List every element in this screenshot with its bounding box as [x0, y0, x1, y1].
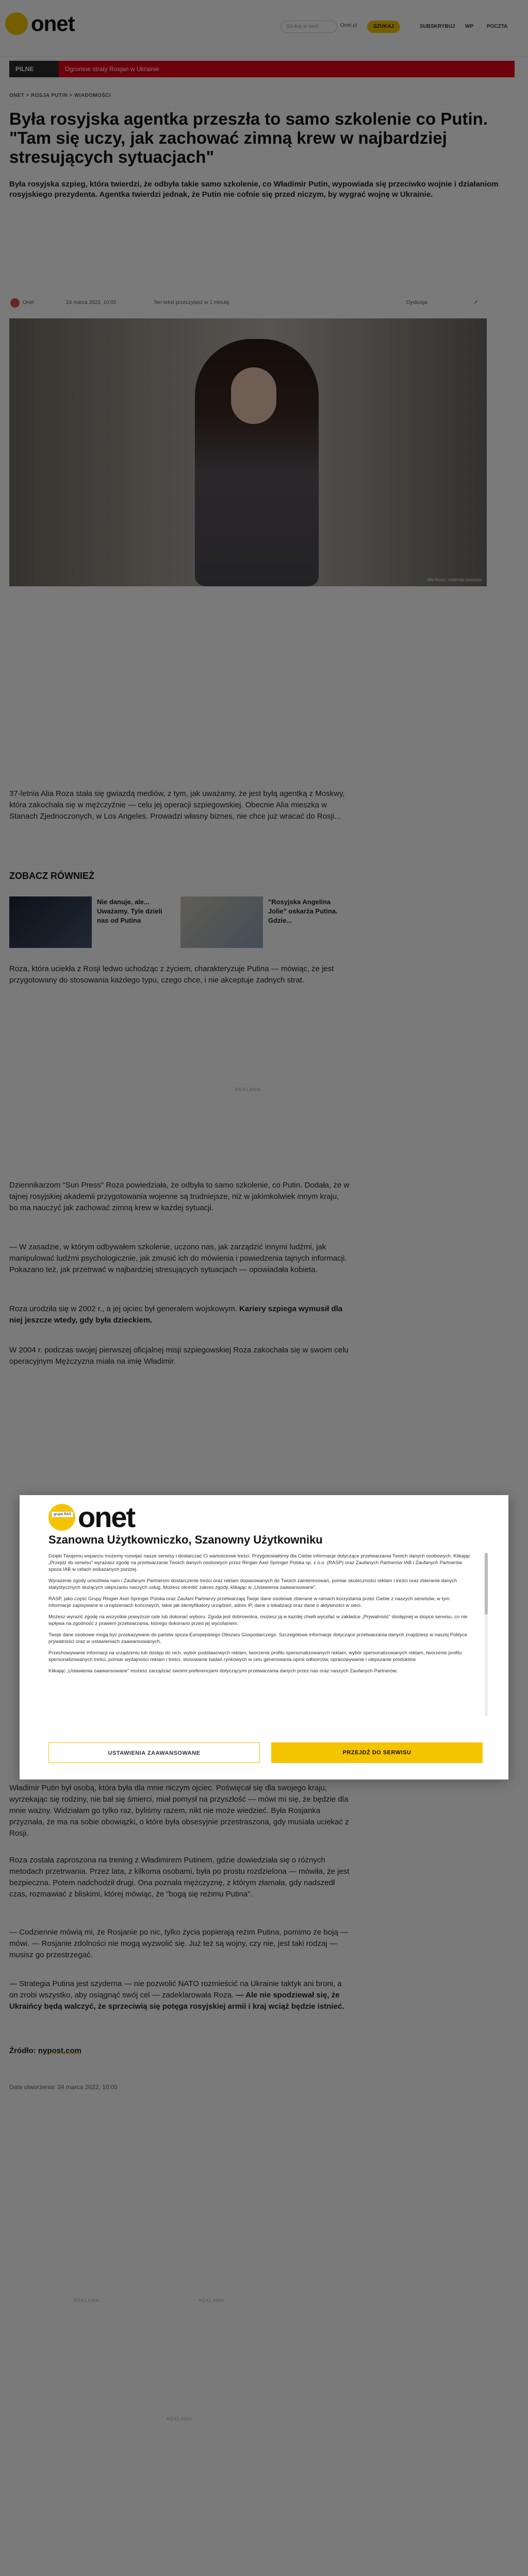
- consent-paragraph: Wyrażenie zgody umożliwia nam i Zaufanym Partnerom dostarczenie treści oraz reklam dopasowanych do Twoich zainteresowań, pomiar skuteczności reklam i treści oraz zbieranie danych statystycznych służących ulepszaniu naszych usług. Możesz określić zakres zgody, klikając w „Ustawienia zaawansowane”.: [48, 1578, 457, 1590]
- consent-scrollbar[interactable]: [485, 1553, 488, 1717]
- consent-title: Szanowna Użytkowniczko, Szanowny Użytkowniku: [48, 1533, 323, 1546]
- consent-dialog: [20, 1495, 508, 1780]
- consent-logo-wordmark: onet: [78, 1501, 135, 1533]
- consent-scroll-thumb[interactable]: [485, 1553, 488, 1615]
- consent-paragraph: Możesz wyrazić zgodę na wszystkie powyższe cele lub dokonać wyboru. Zgoda jest dobrowolna, możesz ją w każdej chwili wycofać w zakładce „Prywatność” dostępnej w stopce serwisu, co nie wpływa na zgodność z prawem przetwarzania, którego dokonano przed jej wycofaniem.: [48, 1614, 468, 1626]
- consent-body[interactable]: [48, 1553, 482, 1717]
- consent-paragraph: Dzięki Twojemu wsparciu możemy rozwijać nasze serwisy i dostarczać Ci wartościowe treści. Przygotowaliśmy dla Ciebie informacje dotyczące przetwarzania Twoich danych osobowych. Klikając „Przejdź do serwisu” wyrażasz zgodę na przetwarzanie Twoich danych osobowych przez Ringier Axel Springer Polska sp. z o.o. (RASP) oraz Zaufanych Partnerów IAB i Zaufanych Partnerów spoza IAB w celach wskazanych poniżej.: [48, 1553, 471, 1572]
- accept-button[interactable]: PRZEJDŹ DO SERWISU: [271, 1742, 483, 1763]
- consent-badge: grupa RAS: [52, 1512, 73, 1517]
- consent-paragraph: Twoje dane osobowe mogą być przekazywane do państw spoza Europejskiego Obszaru Gospodarczego. Szczegółowe informacje dotyczące przetwarzania danych znajdziesz w naszej Polityce prywatności oraz w ustawieniach zaawansowanych.: [48, 1632, 468, 1645]
- advanced-settings-button[interactable]: USTAWIENIA ZAAWANSOWANE: [48, 1742, 260, 1763]
- consent-paragraph: Klikając „Ustawienia zaawansowane” możesz zarządzać swoimi preferencjami dotyczącymi przetwarzania danych przez nas oraz naszych Zaufanych Partnerów.: [48, 1668, 398, 1674]
- consent-paragraph: RASP, jako część Grupy Ringier Axel Springer Polska oraz Zaufani Partnerzy przetwarzają Twoje dane osobowe zbierane w ramach korzystania przez Ciebie z naszych serwisów, w tym informacje zapisywane w urządzeniach końcowych, takie jak identyfikatory urządzeń, adres IP, dane o lokalizacji oraz dane o aktywności w sieci.: [48, 1596, 450, 1608]
- consent-paragraph: Przechowywanie informacji na urządzeniu lub dostęp do nich, wybór podstawowych reklam, tworzenie profilu spersonalizowanych reklam, wybór spersonalizowanych reklam, tworzenie profilu spersonalizowanych treści, pomiar wydajności reklam i treści, stosowanie badań rynkowych w celu generowania opinii odbiorców, opracowywanie i ulepszanie produktów.: [48, 1650, 462, 1663]
